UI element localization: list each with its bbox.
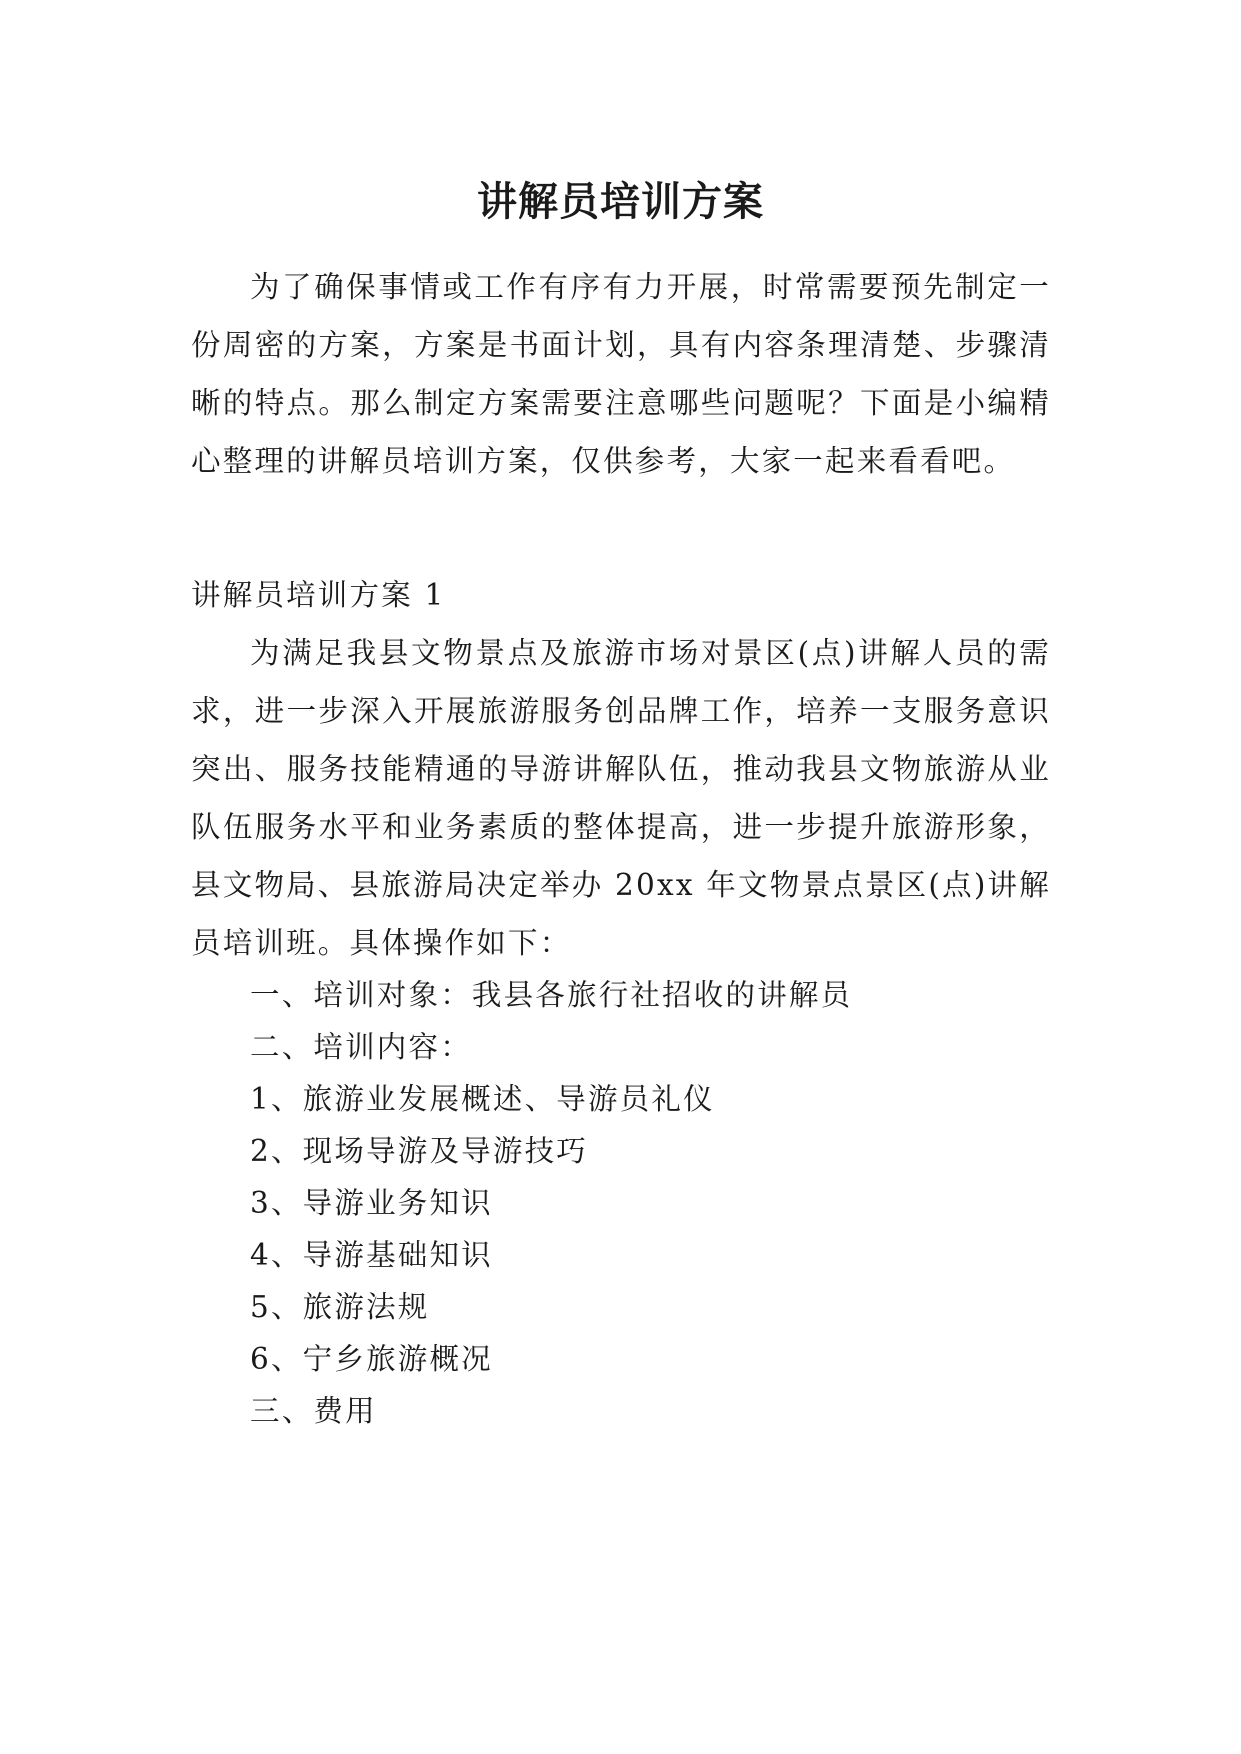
section-1	[191, 566, 1051, 1440]
section-heading: 讲解员培训方案 1	[191, 578, 446, 612]
list-item: 5、旅游法规	[250, 1290, 430, 1324]
list-item: 二、培训内容：	[250, 1030, 472, 1064]
list-item: 1、旅游业发展概述、导游员礼仪	[250, 1082, 715, 1116]
list-item: 6、宁乡旅游概况	[250, 1342, 493, 1376]
document-title: 讲解员培训方案	[477, 178, 764, 225]
list-item: 一、培训对象：我县各旅行社招收的讲解员	[250, 978, 853, 1012]
list-item: 3、导游业务知识	[250, 1186, 493, 1220]
section-body-paragraph: 为满足我县文物景点及旅游市场对景区(点)讲解人员的需求，进一步深入开展旅游服务创品牌工作，培养一支服务意识突出、服务技能精通的导游讲解队伍，推动我县文物旅游从业队伍服务水平和业务素质的整体提高，进一步提升旅游形象，县文物局、县旅游局决定举办 20xx 年文物景点景区(点)讲解员培训班。具体操作如下：	[191, 636, 1051, 960]
intro-paragraph: 为了确保事情或工作有序有力开展，时常需要预先制定一份周密的方案，方案是书面计划，具有内容条理清楚、步骤清晰的特点。那么制定方案需要注意哪些问题呢？下面是小编精心整理的讲解员培训方案，仅供参考，大家一起来看看吧。	[191, 270, 1051, 478]
list-item: 4、导游基础知识	[250, 1238, 493, 1272]
list-item: 2、现场导游及导游技巧	[250, 1134, 588, 1168]
intro-block	[191, 258, 1051, 490]
list-item: 三、费用	[250, 1394, 377, 1428]
